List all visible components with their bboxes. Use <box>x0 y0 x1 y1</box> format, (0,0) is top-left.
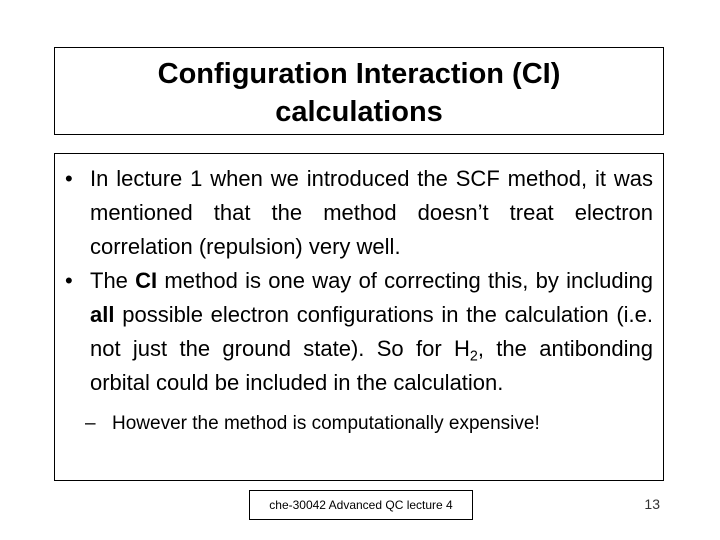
footer-label: che-30042 Advanced QC lecture 4 <box>249 490 473 520</box>
bullet-text: In lecture 1 when we introduced the SCF method, it was mentioned that the method doesn’t treat electron correlation (repulsion) very well. <box>90 166 653 259</box>
content-box <box>54 153 664 481</box>
bullet-text-part: , the antibonding orbital could be included in the calculation. <box>90 336 653 395</box>
subscript-2: 2 <box>469 348 478 365</box>
sub-bullet-text: However the method is computationally expensive! <box>112 413 540 434</box>
bold-term-ci: CI <box>135 268 158 293</box>
bullet-text-part: method is one way of correcting this, by including <box>157 268 653 293</box>
slide-title-line1: Configuration Interaction (CI) <box>157 58 561 90</box>
slide-title-line2: calculations <box>275 96 443 128</box>
bullet-list <box>55 154 663 400</box>
bullet-text-part: possible electron configurations in the calculation (i.e. not just the ground state). So for H <box>90 302 653 361</box>
slide-title <box>55 48 663 131</box>
page-number: 13 <box>644 496 660 512</box>
title-box <box>54 47 664 135</box>
bullet-icon: • <box>65 268 73 293</box>
bullet-item-ci <box>63 264 653 400</box>
bullet-text-part: The <box>90 268 136 293</box>
bold-term-all: all <box>90 302 115 327</box>
bullet-item-scf <box>63 162 653 264</box>
bullet-icon: • <box>65 166 73 191</box>
sub-bullet-item <box>55 410 663 438</box>
dash-icon: – <box>85 413 96 434</box>
